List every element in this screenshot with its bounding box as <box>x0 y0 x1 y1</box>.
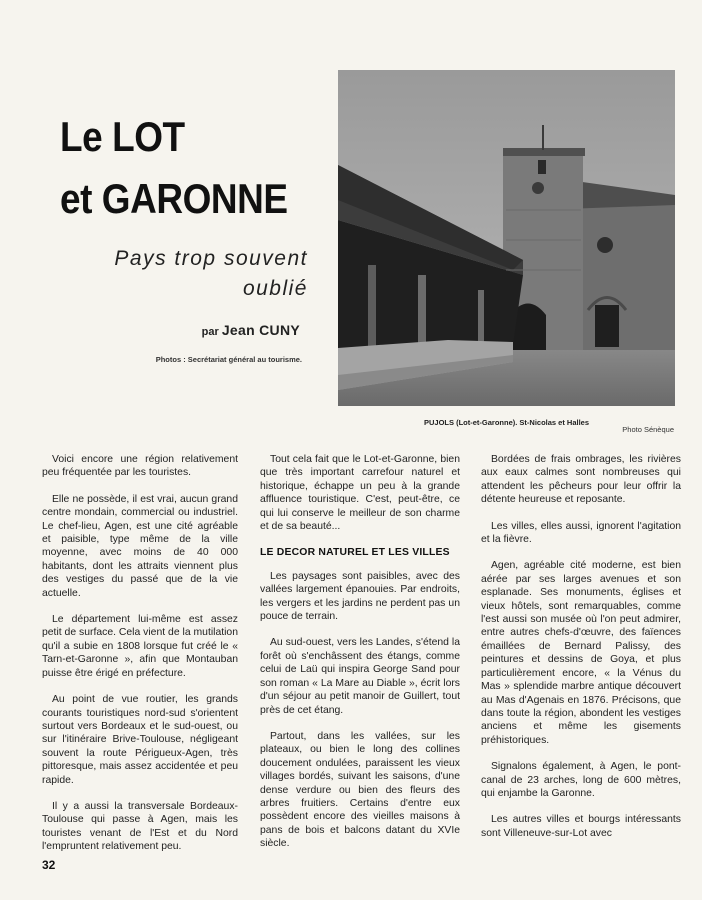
paragraph: Les villes, elles aussi, ignorent l'agitation et la fièvre. <box>481 520 681 546</box>
page-number: 32 <box>42 858 56 872</box>
photo-credit: Photo Sénèque <box>622 425 674 434</box>
article-title <box>60 106 298 230</box>
section-heading: LE DECOR NATUREL ET LES VILLES <box>260 547 450 559</box>
paragraph: Au sud-ouest, vers les Landes, s'étend la forêt où s'enchâssent des étangs, comme celui de Laü qui inspira George Sand pour son roman « La Mare au Diable », écrit lors d'un séjour au petit manoir de Guillert, tout près de cet étang. <box>260 637 460 716</box>
byline-prefix: par <box>201 326 219 338</box>
paragraph: Les paysages sont paisibles, avec des vallées largement épanouies. Par endroits, les vergers et les jardins ne perdent pas un pouce de terrain. <box>260 570 460 623</box>
byline <box>120 322 300 338</box>
paragraph: Partout, dans les vallées, sur les plateaux, ou bien le long des collines doucement ondulées, paraissent les vieux villages bordés, suivant les saisons, d'une dense verdure ou bien des fleurs des arbres fruitiers. Certains d'entre eux possèdent encore des vieilles maisons à pans de bois et balcons datant du XVIe siècle. <box>260 730 460 850</box>
paragraph: Voici encore une région relativement peu fréquentée par les touristes. <box>42 454 238 479</box>
text-column-3 <box>481 453 681 853</box>
text-column-1 <box>42 453 238 867</box>
paragraph: Elle ne possède, il est vrai, aucun grand centre mondain, commercial ou industriel. Le chef-lieu, Agen, est une cité agréable et paisible, type même de la ville moyenne, avec moins de 40 000 habitants, dont les attraits viennent plus des vestiges du passé que de la vie actuelle. <box>42 493 238 599</box>
subtitle-line-2: oublié <box>242 277 308 300</box>
paragraph: Il y a aussi la transversale Bordeaux-Toulouse qui passe à Agen, mais les touristes venant de l'Est et du Nord l'empruntent relativement peu. <box>42 800 238 853</box>
paragraph: Les autres villes et bourgs intéressants sont Villeneuve-sur-Lot avec <box>481 814 681 839</box>
paragraph: Signalons également, à Agen, le pont-canal de 23 arches, long de 600 mètres, qui enjambe la Garonne. <box>481 761 681 799</box>
article-subtitle <box>48 244 308 304</box>
church-photo <box>338 70 675 406</box>
paragraph: Agen, agréable cité moderne, est bien aérée par ses larges avenues et son esplanade. Ses monuments, églises et vieux hôtels, sont remarquables, comme l'est aussi son musée où l'on peut admirer, entre autres chefs-d'œuvre, des faïences émaillées de Bernard Palissy, des peintures et dessins de Goya, et plus particulièrement encore, « la Vénus du Mas » splendide marbre antique découvert au Mas d'Agenais en 1876. Précisons, que dans toute la région, abondent les vestiges anciens et même les gisements préhistoriques. <box>481 560 681 746</box>
photo-caption: PUJOLS (Lot-et-Garonne). St-Nicolas et Halles <box>424 418 590 427</box>
title-line-1: Le LOT <box>60 113 185 160</box>
text-column-2 <box>260 453 460 864</box>
title-line-2: et GARONNE <box>60 175 288 222</box>
photo-credits: Photos : Secrétariat général au tourisme. <box>155 355 302 364</box>
author-name: Jean CUNY <box>221 322 300 338</box>
paragraph: Le département lui-même est assez petit de surface. Cela vient de la mutilation qu'il a subie en 1808 lorsque fut créé le « Tarn-et-Garonne », afin que Montauban puisse être érigé en préfecture. <box>42 614 238 679</box>
paragraph: Bordées de frais ombrages, les rivières aux eaux calmes sont nombreuses qui attendent les pêcheurs pour leur offrir la détente heureuse et reposante. <box>481 454 681 506</box>
subtitle-line-1: Pays trop souvent <box>114 247 308 270</box>
paragraph: Au point de vue routier, les grands courants touristiques nord-sud s'orientent surtout vers Bordeaux et le sud-ouest, ou sur l'itinéraire Brive-Toulouse, négligeant souvent la route Périgueux-Agen, très pittoresque, mais assez accidentée et peu rapide. <box>42 694 238 786</box>
paragraph: Tout cela fait que le Lot-et-Garonne, bien que très important carrefour naturel et historique, échappe un peu à la grande affluence touristique. C'est, peut-être, ce qui lui conserve le meilleur de son charme et de sa beauté... <box>260 454 460 533</box>
church-photo-illustration <box>338 70 675 406</box>
